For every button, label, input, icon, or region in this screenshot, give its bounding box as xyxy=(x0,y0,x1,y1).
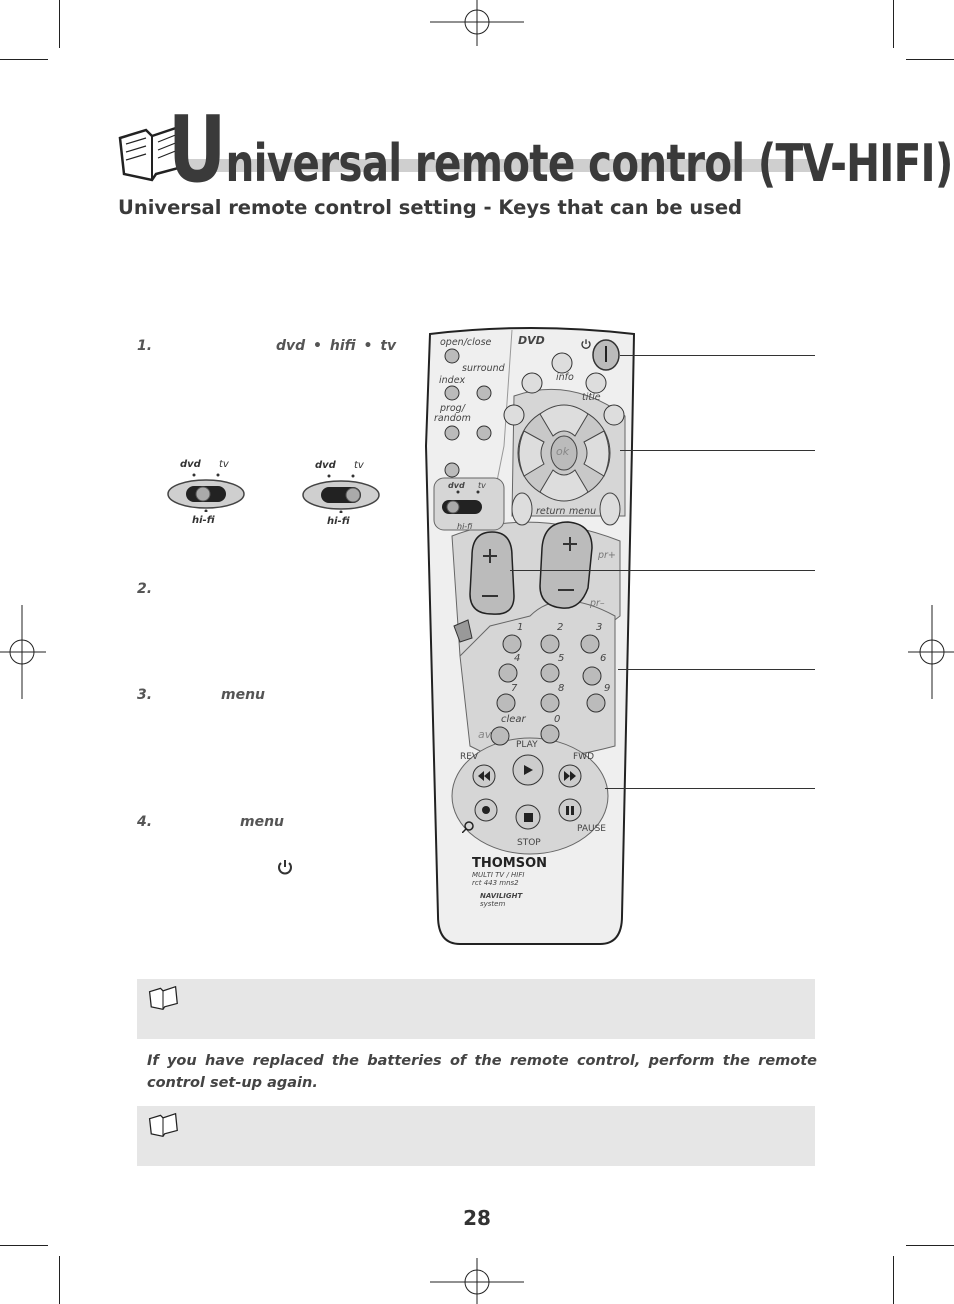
crop-mark xyxy=(59,0,60,48)
label-pr-plus: pr+ xyxy=(598,550,616,561)
book-icon xyxy=(145,985,181,1011)
switch-graphic xyxy=(166,472,246,512)
step-number: 4. xyxy=(137,814,153,830)
digit-4: 4 xyxy=(514,653,521,664)
digit-1: 1 xyxy=(517,622,524,633)
book-icon xyxy=(145,1112,181,1138)
switch-label-hifi: hi-fi xyxy=(327,516,350,527)
step-number: 1. xyxy=(137,338,153,354)
digit-0: 0 xyxy=(554,714,561,725)
label-hifi: hi-fi xyxy=(457,522,473,531)
switch-graphic xyxy=(301,473,381,513)
leader-line xyxy=(620,355,815,356)
model-line-1: MULTI TV / HIFI xyxy=(472,871,525,879)
step-keyword: dvd • hifi • tv xyxy=(276,338,397,354)
switch-label-tv: tv xyxy=(219,459,229,470)
registration-mark xyxy=(430,0,524,46)
digit-7: 7 xyxy=(511,683,518,694)
crop-mark xyxy=(906,59,954,60)
registration-mark xyxy=(0,605,46,699)
switch-label-dvd: dvd xyxy=(180,459,201,470)
brand-logo: THOMSON xyxy=(472,856,548,871)
switch-label-hifi: hi-fi xyxy=(192,515,215,526)
dvd-logo: DVD xyxy=(518,334,545,347)
registration-mark xyxy=(430,1258,524,1304)
step-keyword: menu xyxy=(221,687,266,703)
digit-9: 9 xyxy=(604,683,611,694)
digit-2: 2 xyxy=(557,622,564,633)
step-keyword: menu xyxy=(240,814,285,830)
step-number: 3. xyxy=(137,687,153,703)
switch-label-tv: tv xyxy=(354,460,364,471)
navilight-logo: NAVILIGHT xyxy=(480,892,523,900)
leader-line xyxy=(620,450,815,451)
power-icon xyxy=(276,858,294,876)
step-number: 2. xyxy=(137,581,153,597)
battery-warning: If you have replaced the batteries of the remote control, perform the remote control set-up again. xyxy=(147,1053,817,1091)
crop-mark xyxy=(59,1256,60,1304)
page-number: 28 xyxy=(463,1206,491,1230)
label-clear: clear xyxy=(501,714,526,725)
label-av: av xyxy=(478,728,492,741)
label-index: index xyxy=(439,375,466,386)
stop-icon xyxy=(524,813,533,822)
crop-mark xyxy=(893,1256,894,1304)
switch-label-dvd: dvd xyxy=(315,460,336,471)
crop-mark xyxy=(0,59,48,60)
label-play: PLAY xyxy=(516,740,538,750)
leader-line xyxy=(510,570,815,571)
label-open-close: open/close xyxy=(440,337,492,348)
title-rest: niversal remote control (TV-HIFI) xyxy=(225,134,953,194)
remote-control xyxy=(420,326,640,946)
digit-3: 3 xyxy=(596,622,603,633)
crop-mark xyxy=(893,0,894,48)
registration-mark xyxy=(908,605,954,699)
label-system: system xyxy=(480,900,506,908)
label-rev: REV xyxy=(460,752,479,762)
digit-6: 6 xyxy=(600,653,607,664)
label-menu: menu xyxy=(569,506,597,517)
label-return: return xyxy=(536,506,566,517)
crop-mark xyxy=(0,1245,48,1246)
label-info: info xyxy=(556,372,574,383)
label-surround: surround xyxy=(462,363,505,374)
leader-line xyxy=(618,669,815,670)
title-initial: U xyxy=(168,96,226,203)
digit-8: 8 xyxy=(558,683,565,694)
pause-icon xyxy=(566,806,574,815)
label-ok: ok xyxy=(556,445,570,458)
label-title: title xyxy=(582,392,601,403)
rewind-icon xyxy=(478,771,490,781)
section-subtitle: Universal remote control setting - Keys that can be used xyxy=(118,196,743,219)
label-prog-random: prog/ random xyxy=(434,403,471,424)
note-box xyxy=(137,1106,815,1166)
zoom-icon xyxy=(462,821,474,833)
label-pause: PAUSE xyxy=(577,824,606,834)
crop-mark xyxy=(906,1245,954,1246)
digit-5: 5 xyxy=(558,653,565,664)
label-stop: STOP xyxy=(517,838,541,848)
play-icon xyxy=(524,765,533,775)
leader-line xyxy=(605,788,815,789)
forward-icon xyxy=(564,771,576,781)
model-line-2: rct 443 mns2 xyxy=(472,879,519,887)
label-fwd: FWD xyxy=(573,752,595,762)
label-tv: tv xyxy=(478,481,486,490)
label-pr-minus: pr– xyxy=(590,598,605,609)
record-icon xyxy=(482,806,490,814)
note-box xyxy=(137,979,815,1039)
label-dvd: dvd xyxy=(448,481,465,490)
page-title xyxy=(168,96,953,203)
power-icon xyxy=(580,338,592,350)
